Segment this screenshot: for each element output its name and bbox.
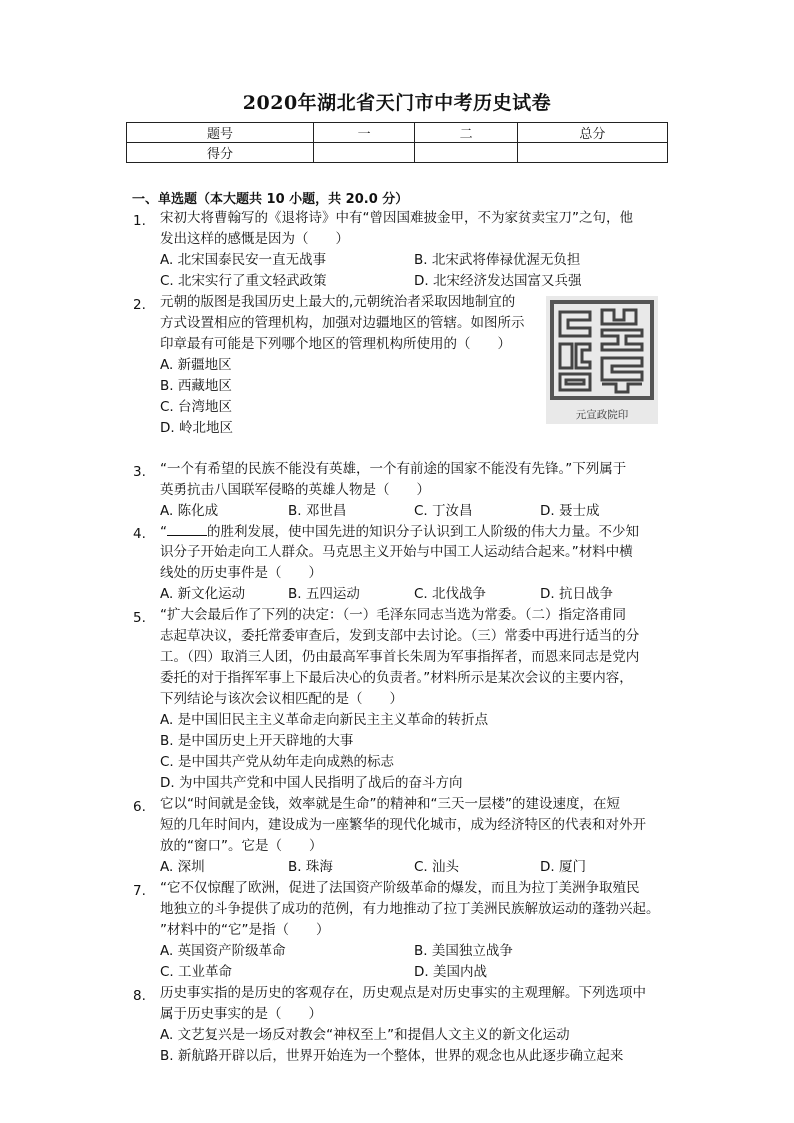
- score-table-score-row: [127, 143, 668, 163]
- score-cell: [313, 143, 414, 163]
- question-stem-line: 地独立的斗争提供了成功的范例，有力地推动了拉丁美洲民族解放运动的蓬勃兴起。: [160, 901, 660, 917]
- option-a: A. 深圳: [160, 859, 205, 875]
- question-number: 6.: [133, 799, 146, 815]
- option-a: A. 新疆地区: [160, 357, 232, 373]
- option-b: B. 西藏地区: [160, 378, 232, 394]
- option-b: B. 珠海: [288, 859, 333, 875]
- option-d: D. 岭北地区: [160, 420, 233, 436]
- question-stem-line: 属于历史事实的是（ ）: [160, 1006, 322, 1022]
- question-number: 8.: [133, 988, 146, 1004]
- question-number: 1.: [133, 213, 146, 229]
- option-a: A. 陈化成: [160, 503, 219, 519]
- option-b: B. 北宋武将俸禄优渥无负担: [414, 252, 581, 268]
- option-c: C. 北伐战争: [414, 586, 487, 602]
- question-stem-line: 工。（四）取消三人团，仍由最高军事首长朱周为军事指挥者，而恩来同志是党内: [160, 649, 640, 665]
- question-stem-line: 志起草决议，委托常委审查后，发到支部中去讨论。（三）常委中再进行适当的分: [160, 628, 640, 644]
- fill-blank: [167, 521, 207, 536]
- option-d: D. 厦门: [540, 859, 586, 875]
- question-stem-line: 历史事实指的是历史的客观存在，历史观点是对历史事实的主观理解。下列选项中: [160, 985, 646, 1001]
- question-stem-line: 它以“时间就是金钱，效率就是生命”的精神和“三天一层楼”的建设速度，在短: [160, 796, 620, 812]
- option-a: A. 北宋国泰民安一直无战事: [160, 252, 327, 268]
- option-c: C. 是中国共产党从幼年走向成熟的标志: [160, 754, 395, 770]
- score-cell: [415, 143, 517, 163]
- question-stem-line: 发出这样的感慨是因为（ ）: [160, 231, 349, 247]
- option-d: D. 抗日战争: [540, 586, 613, 602]
- question-stem-line: “它不仅惊醒了欧洲，促进了法国资产阶级革命的爆发，而且为拉丁美洲争取殖民: [160, 880, 640, 896]
- question-number: 3.: [133, 464, 146, 480]
- option-b: B. 邓世昌: [288, 503, 347, 519]
- option-d: D. 北宋经济发达国富又兵强: [414, 273, 582, 289]
- question-number: 5.: [133, 610, 146, 626]
- question-stem-line: 宋初大将曹翰写的《退将诗》中有“曾因国难披金甲，不为家贫卖宝刀”之句，他: [160, 210, 633, 226]
- question-stem-line: 英勇抗击八国联军侵略的英雄人物是（ ）: [160, 482, 430, 498]
- option-d: D. 美国内战: [414, 964, 487, 980]
- option-d: D. 聂士成: [540, 503, 600, 519]
- question-stem-line: “一个有希望的民族不能没有英雄，一个有前途的国家不能没有先锋。”下列属于: [160, 461, 627, 477]
- score-table-header-row: [127, 123, 668, 143]
- section-heading: 一、单选题（本大题共 10 小题，共 20.0 分）: [132, 192, 409, 207]
- option-c: C. 汕头: [414, 859, 460, 875]
- open-quote: “: [160, 524, 167, 540]
- question-stem-line: 元朝的版图是我国历史上最大的,元朝统治者采取因地制宜的: [160, 294, 516, 310]
- option-c: C. 台湾地区: [160, 399, 233, 415]
- question-stem-line: 印章最有可能是下列哪个地区的管理机构所使用的（ ）: [160, 336, 511, 352]
- score-table: [126, 122, 668, 163]
- question-stem-line: “扩大会最后作了下列的决定：（一）毛泽东同志当选为常委。（二）指定洛甫同: [160, 607, 626, 623]
- option-b: B. 是中国历史上开天辟地的大事: [160, 733, 354, 749]
- score-row-label: 得分: [127, 143, 314, 163]
- score-header-cell: 总分: [517, 123, 667, 143]
- question-stem-line: 委托的对于指挥军事上下最后决心的负责者。”材料所示是某次会议的主要内容，: [160, 670, 633, 686]
- question-stem-line: 放的“窗口”。它是（ ）: [160, 838, 323, 854]
- option-c: C. 北宋实行了重文轻武政策: [160, 273, 327, 289]
- option-d: D. 为中国共产党和中国人民指明了战后的奋斗方向: [160, 775, 463, 791]
- option-b: B. 新航路开辟以后，世界开始连为一个整体，世界的观念也从此逐步确立起来: [160, 1048, 624, 1064]
- score-header-cell: 题号: [127, 123, 314, 143]
- option-a: A. 新文化运动: [160, 586, 246, 602]
- question-stem-line: 下列结论与该次会议相匹配的是（ ）: [160, 691, 403, 707]
- question-stem-line: 短的几年时间内，建设成为一座繁华的现代化城市，成为经济特区的代表和对外开: [160, 817, 646, 833]
- score-header-cell: 一: [313, 123, 414, 143]
- question-number: 7.: [133, 883, 146, 899]
- score-cell: [517, 143, 667, 163]
- question-stem-line: 线处的历史事件是（ ）: [160, 565, 322, 581]
- option-a: A. 是中国旧民主主义革命走向新民主主义革命的转折点: [160, 712, 489, 728]
- score-header-cell: 二: [415, 123, 517, 143]
- question-number: 4.: [133, 526, 146, 542]
- seal-stamp-icon: [546, 296, 658, 424]
- question-stem-text: 的胜利发展，使中国先进的知识分子认识到工人阶级的伟大力量。不少知: [207, 524, 639, 540]
- seal-image: [546, 296, 658, 424]
- question-stem-line: 识分子开始走向工人群众。马克思主义开始与中国工人运动结合起来。”材料中横: [160, 544, 633, 560]
- question-number: 2.: [133, 297, 146, 313]
- question-stem-line: 方式设置相应的管理机构，加强对边疆地区的管辖。如图所示: [160, 315, 525, 331]
- option-c: C. 丁汝昌: [414, 503, 473, 519]
- question-stem-line: ”材料中的“它”是指（ ）: [160, 922, 330, 938]
- seal-caption: 元宣政院印: [575, 409, 629, 421]
- exam-title: 2020年湖北省天门市中考历史试卷: [242, 92, 552, 114]
- question-stem-line: [160, 521, 665, 543]
- option-a: A. 文艺复兴是一场反对教会“神权至上”和提倡人文主义的新文化运动: [160, 1027, 570, 1043]
- option-a: A. 英国资产阶级革命: [160, 943, 286, 959]
- option-b: B. 五四运动: [288, 586, 360, 602]
- option-b: B. 美国独立战争: [414, 943, 513, 959]
- option-c: C. 工业革命: [160, 964, 233, 980]
